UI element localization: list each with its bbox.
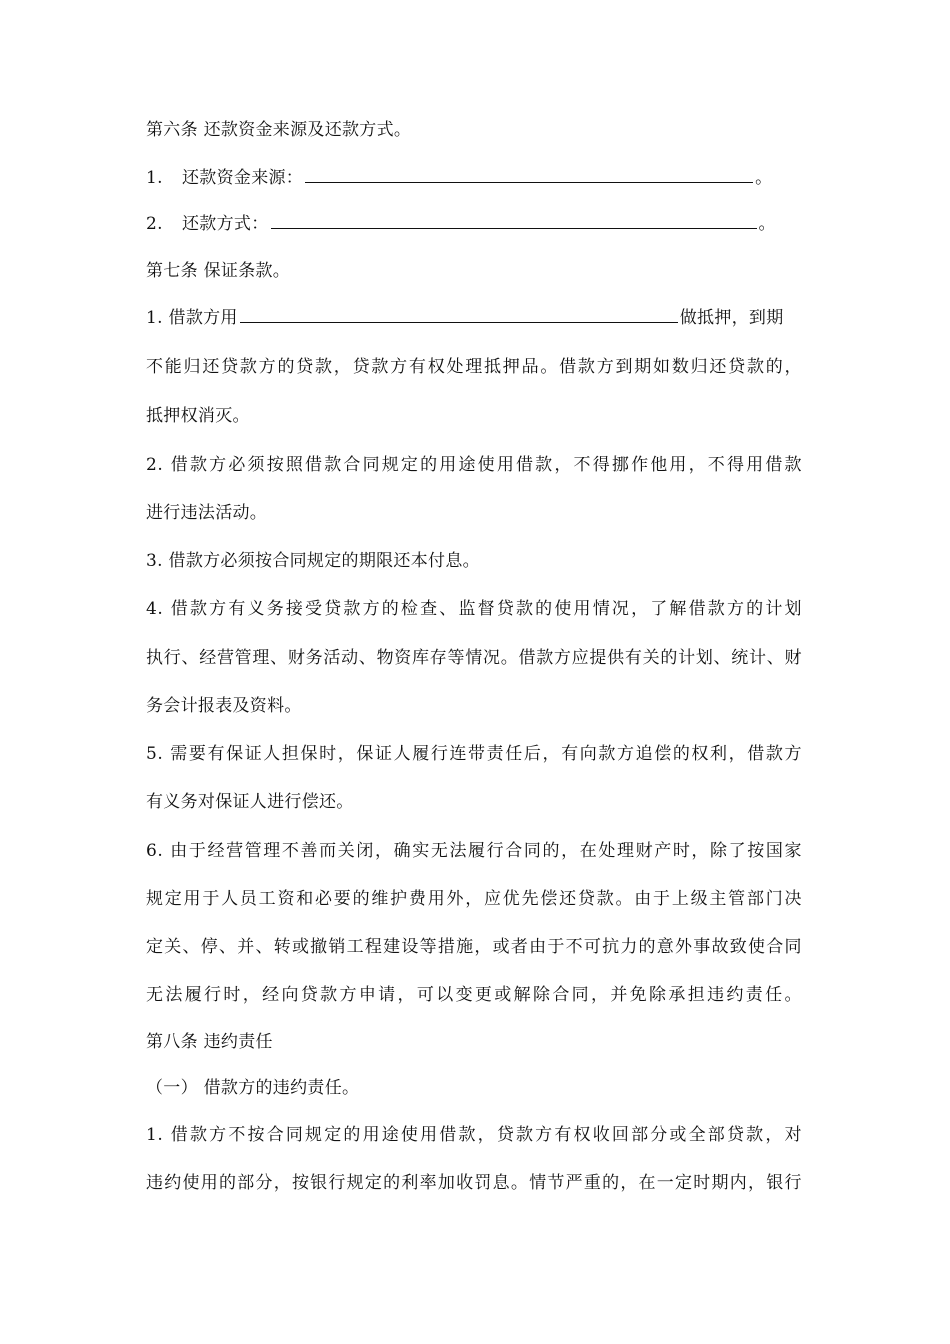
article-8-para-1-line-2: 违约使用的部分，按银行规定的利率加收罚息。情节严重的，在一定时期内，银行 — [146, 1173, 802, 1193]
article-8-heading: 第八条 违约责任 — [146, 1032, 273, 1052]
article-8-subheading: （一） 借款方的违约责任。 — [146, 1078, 360, 1098]
article-7-para-2-line-2: 进行违法活动。 — [146, 503, 268, 523]
article-7-para-6-line-1: 6. 由于经营管理不善而关闭，确实无法履行合同的，在处理财产时，除了按国家 — [146, 841, 802, 861]
article-7-para-6-line-3: 定关、停、并、转或撤销工程建设等措施，或者由于不可抗力的意外事故致使合同 — [146, 937, 802, 957]
article-6-item-1 — [146, 166, 772, 190]
text: 做抵押，到期 — [679, 308, 784, 328]
fill-in-blank-collateral[interactable] — [240, 306, 678, 323]
article-8-para-1-line-1: 1. 借款方不按合同规定的用途使用借款，贷款方有权收回部分或全部贷款，对 — [146, 1125, 802, 1145]
article-7-para-4-line-2: 执行、经营管理、财务活动、物资库存等情况。借款方应提供有关的计划、统计、财 — [146, 648, 802, 668]
article-7-para-4-line-1: 4. 借款方有义务接受贷款方的检查、监督贷款的使用情况，了解借款方的计划 — [146, 599, 802, 619]
text: 1. 借款方用 — [146, 308, 238, 328]
article-7-para-5-line-1: 5. 需要有保证人担保时，保证人履行连带责任后，有向款方追偿的权利，借款方 — [146, 744, 802, 764]
item-end: 。 — [758, 214, 776, 234]
article-7-para-4-line-3: 务会计报表及资料。 — [146, 696, 302, 716]
article-7-para-5-line-2: 有义务对保证人进行偿还。 — [146, 792, 354, 812]
article-7-para-6-line-2: 规定用于人员工资和必要的维护费用外，应优先偿还贷款。由于上级主管部门决 — [146, 889, 802, 909]
article-6-heading: 第六条 还款资金来源及还款方式。 — [146, 120, 412, 140]
item-label: 还款资金来源： — [182, 168, 304, 188]
item-end: 。 — [755, 168, 773, 188]
article-7-para-6-line-4: 无法履行时，经向贷款方申请，可以变更或解除合同，并免除承担违约责任。 — [146, 985, 802, 1005]
article-7-para-1-line-1 — [146, 306, 784, 330]
fill-in-blank-repayment-source[interactable] — [305, 166, 753, 183]
article-7-para-2-line-1: 2. 借款方必须按照借款合同规定的用途使用借款，不得挪作他用，不得用借款 — [146, 455, 802, 475]
fill-in-blank-repayment-method[interactable] — [271, 212, 757, 229]
article-7-para-3: 3. 借款方必须按合同规定的期限还本付息。 — [146, 551, 480, 571]
article-7-para-1-line-3: 抵押权消灭。 — [146, 406, 250, 426]
item-label: 还款方式： — [182, 214, 269, 234]
article-7-heading: 第七条 保证条款。 — [146, 261, 291, 281]
article-7-para-1-line-2: 不能归还贷款方的贷款，贷款方有权处理抵押品。借款方到期如数归还贷款的， — [146, 357, 802, 377]
article-6-item-2 — [146, 212, 776, 236]
item-number: 2. — [146, 214, 163, 234]
item-number: 1. — [146, 168, 163, 188]
